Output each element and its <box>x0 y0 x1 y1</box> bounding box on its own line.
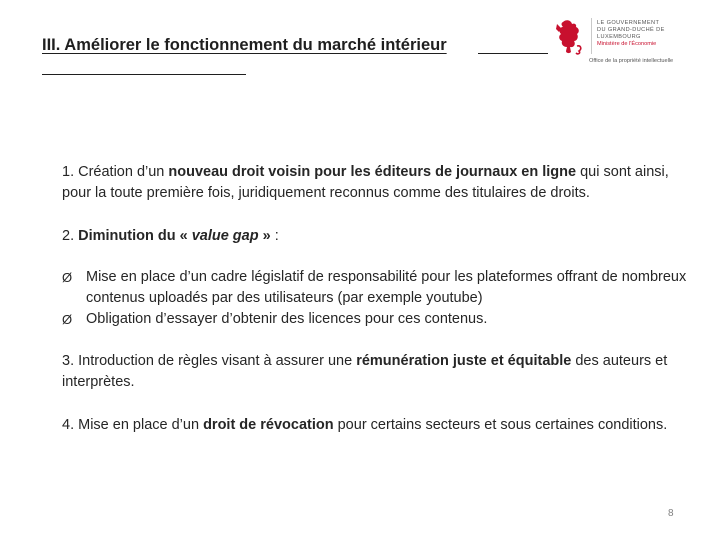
item-4-rest: pour certains secteurs et sous certaines conditions. <box>333 417 668 433</box>
item-2-rest: : <box>270 228 279 244</box>
ministry-name: Ministère de l'Économie <box>597 41 657 47</box>
slide-title: III. Améliorer le fonctionnement du marché intérieur <box>42 36 447 54</box>
red-lion-icon <box>554 18 584 56</box>
bullet-text: Obligation d’essayer d’obtenir des licences pour ces contenus. <box>86 311 488 327</box>
office-name: Office de la propriété intellectuelle <box>589 58 674 64</box>
slide-body <box>62 162 687 436</box>
item-2-bold: Diminution du « <box>78 228 192 244</box>
bullet-item <box>62 267 687 309</box>
item-2-italic: value gap <box>191 228 259 244</box>
item-3 <box>62 351 687 393</box>
government-name-line1: LE GOUVERNEMENT <box>597 20 660 26</box>
government-logo <box>548 16 708 72</box>
item-1-bold: nouveau droit voisin pour les éditeurs de journaux en ligne <box>168 164 577 180</box>
government-name <box>597 20 708 41</box>
item-2-bold-end: » <box>258 228 271 244</box>
arrow-bullet-icon: Ø <box>62 270 73 285</box>
item-1-rest: qui sont ainsi, pour la toute première fois, juridiquement reconnus comme des titulaires de droits. <box>62 164 669 201</box>
item-4-text: 4. Mise en place d’un <box>62 417 204 433</box>
bullet-text: Mise en place d’un cadre législatif de responsabilité pour les plateformes offrant de nombreux contenus uploadés par des utilisateurs (par exemple youtube) <box>86 269 687 306</box>
item-4-bold: droit de révocation <box>203 417 334 433</box>
arrow-bullet-icon: Ø <box>62 312 73 327</box>
logo-divider <box>591 18 592 54</box>
item-3-text: 3. Introduction de règles visant à assurer une <box>62 353 357 369</box>
item-1 <box>62 162 687 204</box>
government-name-line2: DU GRAND-DUCHÉ DE LUXEMBOURG <box>597 27 665 40</box>
bullet-item <box>62 309 687 330</box>
item-2-number: 2. <box>62 228 79 244</box>
item-1-text: 1. Création d’un <box>62 164 169 180</box>
item-3-bold: rémunération juste et équitable <box>356 353 572 369</box>
item-2 <box>62 226 687 247</box>
title-underline-extension <box>478 53 548 54</box>
item-4 <box>62 415 687 436</box>
page-number: 8 <box>668 508 674 519</box>
item-3-rest: des auteurs et interprètes. <box>62 353 668 390</box>
title-underline-second <box>42 74 246 75</box>
